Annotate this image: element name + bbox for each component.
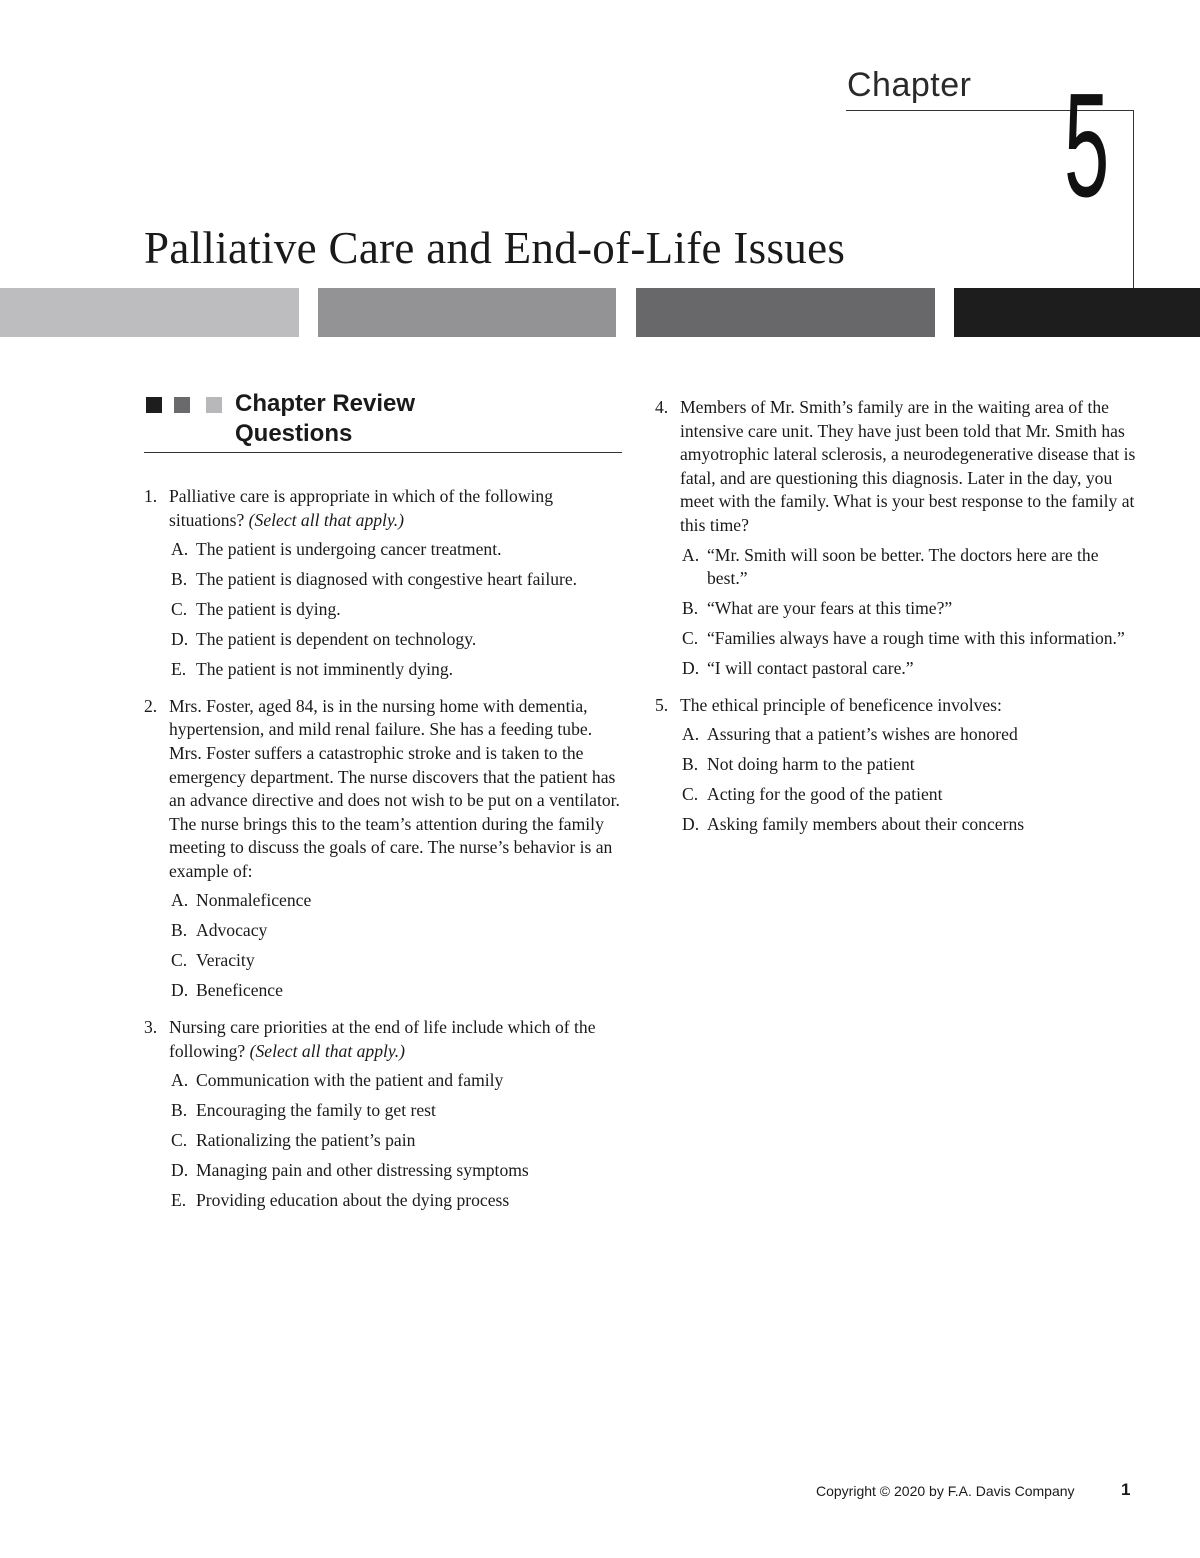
answer-option[interactable]: [655, 813, 1140, 837]
answer-option[interactable]: [144, 1069, 620, 1093]
question-3: [144, 1016, 620, 1213]
answer-options: [144, 538, 620, 682]
option-text: “Families always have a rough time with this information.”: [707, 628, 1125, 649]
option-text: Acting for the good of the patient: [707, 784, 943, 805]
option-text: Encouraging the family to get rest: [196, 1100, 436, 1121]
option-text: The patient is not imminently dying.: [196, 659, 454, 680]
answer-option[interactable]: [144, 658, 620, 682]
answer-options: [144, 889, 620, 1003]
question-4: [655, 396, 1140, 681]
header-band-black: [954, 288, 1200, 337]
chapter-title: Palliative Care and End-of-Life Issues: [144, 223, 846, 273]
right-column: [655, 396, 1140, 850]
answer-option[interactable]: [144, 598, 620, 622]
option-letter: B.: [171, 1100, 188, 1121]
question-instruction: (Select all that apply.): [248, 509, 405, 530]
question-1: [144, 485, 620, 682]
option-text: The patient is dependent on technology.: [196, 629, 477, 650]
option-letter: B.: [682, 598, 699, 619]
option-text: Managing pain and other distressing symptoms: [196, 1160, 529, 1181]
option-letter: C.: [682, 628, 699, 649]
answer-option[interactable]: [655, 627, 1140, 651]
question-stem: [655, 396, 1140, 538]
section-title-line-1: Chapter Review: [235, 390, 416, 417]
question-text: Palliative care is appropriate in which of the following situations?: [169, 486, 554, 530]
answer-option[interactable]: [655, 544, 1140, 591]
option-letter: D.: [171, 980, 189, 1001]
question-number: 4.: [655, 397, 669, 417]
option-letter: C.: [171, 950, 188, 971]
option-text: Advocacy: [196, 920, 268, 941]
question-stem: [144, 695, 620, 884]
question-number: 3.: [144, 1017, 158, 1038]
answer-options: [655, 544, 1140, 681]
question-stem: [144, 485, 620, 532]
answer-option[interactable]: [655, 597, 1140, 621]
answer-options: [144, 1069, 620, 1213]
answer-option[interactable]: [144, 538, 620, 562]
option-letter: E.: [171, 1190, 187, 1211]
header-band-light: [0, 288, 299, 337]
left-column: [144, 485, 620, 1226]
option-letter: A.: [682, 724, 700, 745]
answer-options: [655, 723, 1140, 837]
answer-option[interactable]: [655, 657, 1140, 681]
page-number: 1: [1121, 1480, 1131, 1499]
option-letter: A.: [171, 1070, 189, 1091]
option-letter: D.: [682, 814, 700, 835]
option-text: Rationalizing the patient’s pain: [196, 1130, 416, 1151]
answer-option[interactable]: [144, 628, 620, 652]
option-text: Veracity: [196, 950, 255, 971]
answer-option[interactable]: [655, 783, 1140, 807]
option-text: The patient is diagnosed with congestive heart failure.: [196, 569, 578, 590]
square-bullet-icon: [206, 397, 222, 413]
option-letter: C.: [682, 784, 699, 805]
chapter-label: Chapter: [847, 66, 972, 104]
answer-option[interactable]: [144, 889, 620, 913]
option-letter: C.: [171, 599, 188, 620]
option-text: Not doing harm to the patient: [707, 754, 915, 775]
chapter-rule-vertical: [1133, 110, 1134, 288]
answer-option[interactable]: [144, 1129, 620, 1153]
option-text: The patient is dying.: [196, 599, 341, 620]
option-letter: D.: [171, 1160, 189, 1181]
option-letter: D.: [171, 629, 189, 650]
section-title: [235, 389, 535, 449]
answer-option[interactable]: [144, 1099, 620, 1123]
question-5: [655, 694, 1140, 837]
answer-option[interactable]: [655, 753, 1140, 777]
option-text: Communication with the patient and family: [196, 1070, 504, 1091]
chapter-number: 5: [1064, 63, 1110, 228]
answer-option[interactable]: [144, 919, 620, 943]
option-letter: B.: [682, 754, 699, 775]
option-text: Nonmaleficence: [196, 890, 312, 911]
copyright-notice: Copyright © 2020 by F.A. Davis Company: [816, 1483, 1075, 1499]
option-text: “I will contact pastoral care.”: [707, 658, 914, 679]
option-text: “Mr. Smith will soon be better. The doctors here are the best.”: [707, 544, 1099, 589]
option-letter: C.: [171, 1130, 188, 1151]
option-letter: A.: [171, 539, 189, 560]
square-bullet-icon: [174, 397, 190, 413]
option-text: Beneficence: [196, 980, 283, 1001]
header-band-medium: [318, 288, 616, 337]
question-2: [144, 695, 620, 1003]
answer-option[interactable]: [144, 1189, 620, 1213]
option-letter: E.: [171, 659, 187, 680]
section-title-line-2: Questions: [235, 420, 353, 447]
option-text: Providing education about the dying process: [196, 1190, 510, 1211]
section-divider: [144, 452, 622, 453]
option-letter: A.: [171, 890, 189, 911]
option-letter: B.: [171, 920, 188, 941]
option-letter: D.: [682, 658, 700, 679]
option-text: Assuring that a patient’s wishes are honored: [707, 724, 1018, 745]
question-text: Mrs. Foster, aged 84, is in the nursing home with dementia, hypertension, and mild renal failure. She has a feeding tube. Mrs. Foster suffers a catastrophic stroke and is taken to the emergency department. The nurse discovers that the patient has an advance directive and does not wish to be put on a ventilator. The nurse brings this to the team’s attention during the family meeting to discuss the goals of care. The nurse’s behavior is an example of:: [169, 695, 620, 881]
question-instruction: (Select all that apply.): [249, 1040, 406, 1061]
square-bullet-icon: [146, 397, 162, 413]
question-text: Members of Mr. Smith’s family are in the waiting area of the intensive care unit. They have just been told that Mr. Smith has amyotrophic lateral sclerosis, a neurodegenerative disease that is fatal, and are questioning this diagnosis. Later in the day, you meet with the family. What is your best response to the family at this time?: [680, 397, 1136, 535]
question-text: Nursing care priorities at the end of life include which of the following?: [169, 1017, 596, 1061]
question-stem: [144, 1016, 620, 1063]
answer-option[interactable]: [144, 949, 620, 973]
question-number: 2.: [144, 695, 158, 716]
question-text: The ethical principle of beneficence involves:: [680, 694, 1002, 715]
answer-option[interactable]: [144, 1159, 620, 1183]
question-stem: [655, 694, 1140, 718]
answer-option[interactable]: [144, 568, 620, 592]
option-letter: A.: [682, 544, 700, 565]
option-text: The patient is undergoing cancer treatment.: [196, 539, 502, 560]
question-number: 1.: [144, 486, 158, 506]
header-band-dark: [636, 288, 935, 337]
question-number: 5.: [655, 694, 669, 715]
answer-option[interactable]: [655, 723, 1140, 747]
option-text: Asking family members about their concerns: [707, 814, 1025, 835]
answer-option[interactable]: [144, 979, 620, 1003]
option-text: “What are your fears at this time?”: [707, 598, 953, 619]
option-letter: B.: [171, 569, 188, 590]
